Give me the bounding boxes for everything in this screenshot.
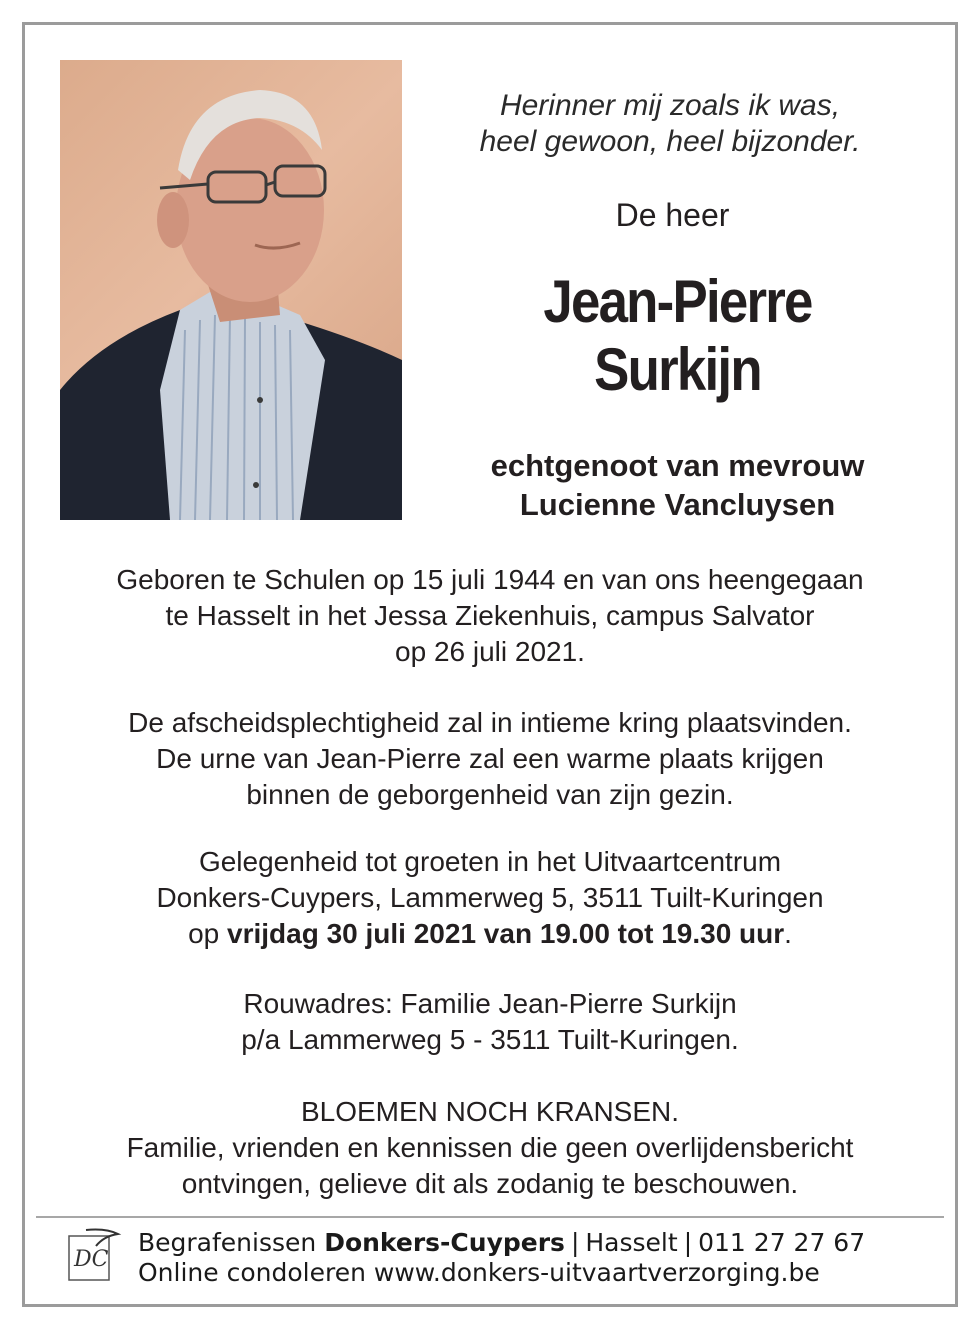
paragraph-line: De afscheidsplechtigheid zal in intieme kring plaatsvinden. [128,707,852,738]
paragraph-line: op 26 juli 2021. [395,636,585,667]
spouse-name: Lucienne Vancluysen [519,487,836,522]
company-name: Donkers-Cuypers [324,1228,565,1257]
separator: | [570,1228,580,1257]
flowers-paragraph [40,1094,940,1202]
footer-line-online [138,1258,865,1288]
paragraph-line: te Hasselt in het Jessa Ziekenhuis, campus Salvator [165,600,815,631]
paragraph-line [40,916,940,952]
portrait-photo [60,60,402,520]
online-condolence-label: Online condoleren [138,1258,366,1287]
visitation-paragraph [40,844,940,952]
footer-line-company [138,1228,865,1258]
spouse-line: echtgenoot van mevrouw [490,448,865,483]
paragraph-line: Donkers-Cuypers, Lammerweg 5, 3511 Tuilt-Kuringen [156,882,824,913]
ceremony-paragraph [40,705,940,813]
paragraph-line: Geboren te Schulen op 15 juli 1944 en van ons heengegaan [116,564,864,595]
deceased-name [460,268,896,404]
visitation-prefix: op [188,918,227,949]
paragraph-line: Gelegenheid tot groeten in het Uitvaartcentrum [198,846,782,877]
paragraph-line: De urne van Jean-Pierre zal een warme plaats krijgen [156,743,824,774]
first-name: Jean-Pierre [543,268,812,335]
footer-prefix: Begrafenissen [138,1228,325,1257]
footer [138,1228,865,1288]
paragraph-line: Rouwadres: Familie Jean-Pierre Surkijn [243,988,737,1019]
funeral-home-logo-icon [66,1226,122,1286]
portrait-illustration [60,60,402,520]
visitation-suffix: . [784,918,792,949]
city: Hasselt [585,1228,678,1257]
quote-line: Herinner mij zoals ik was, [499,89,841,122]
phone-number[interactable]: 011 27 27 67 [698,1228,866,1257]
quote-line: heel gewoon, heel bijzonder. [479,125,861,158]
paragraph-line: BLOEMEN NOCH KRANSEN. [300,1096,680,1127]
birth-death-paragraph [40,562,940,670]
spouse-info [430,446,925,524]
paragraph-line: p/a Lammerweg 5 - 3511 Tuilt-Kuringen. [241,1024,739,1055]
paragraph-line: Familie, vrienden en kennissen die geen overlijdensbericht [126,1132,854,1163]
memorial-quote [430,88,910,160]
logo-text: DC [74,1247,109,1272]
paragraph-line: ontvingen, gelieve dit als zodanig te beschouwen. [181,1168,799,1199]
separator: | [683,1228,693,1257]
last-name: Surkijn [594,336,761,403]
address-paragraph [40,986,940,1058]
website-link[interactable]: www.donkers-uitvaartverzorging.be [373,1258,820,1287]
visitation-datetime: vrijdag 30 juli 2021 van 19.00 tot 19.30 uur [227,918,785,949]
honorific: De heer [615,197,730,233]
paragraph-line: binnen de geborgenheid van zijn gezin. [246,779,734,810]
footer-divider [36,1216,944,1218]
